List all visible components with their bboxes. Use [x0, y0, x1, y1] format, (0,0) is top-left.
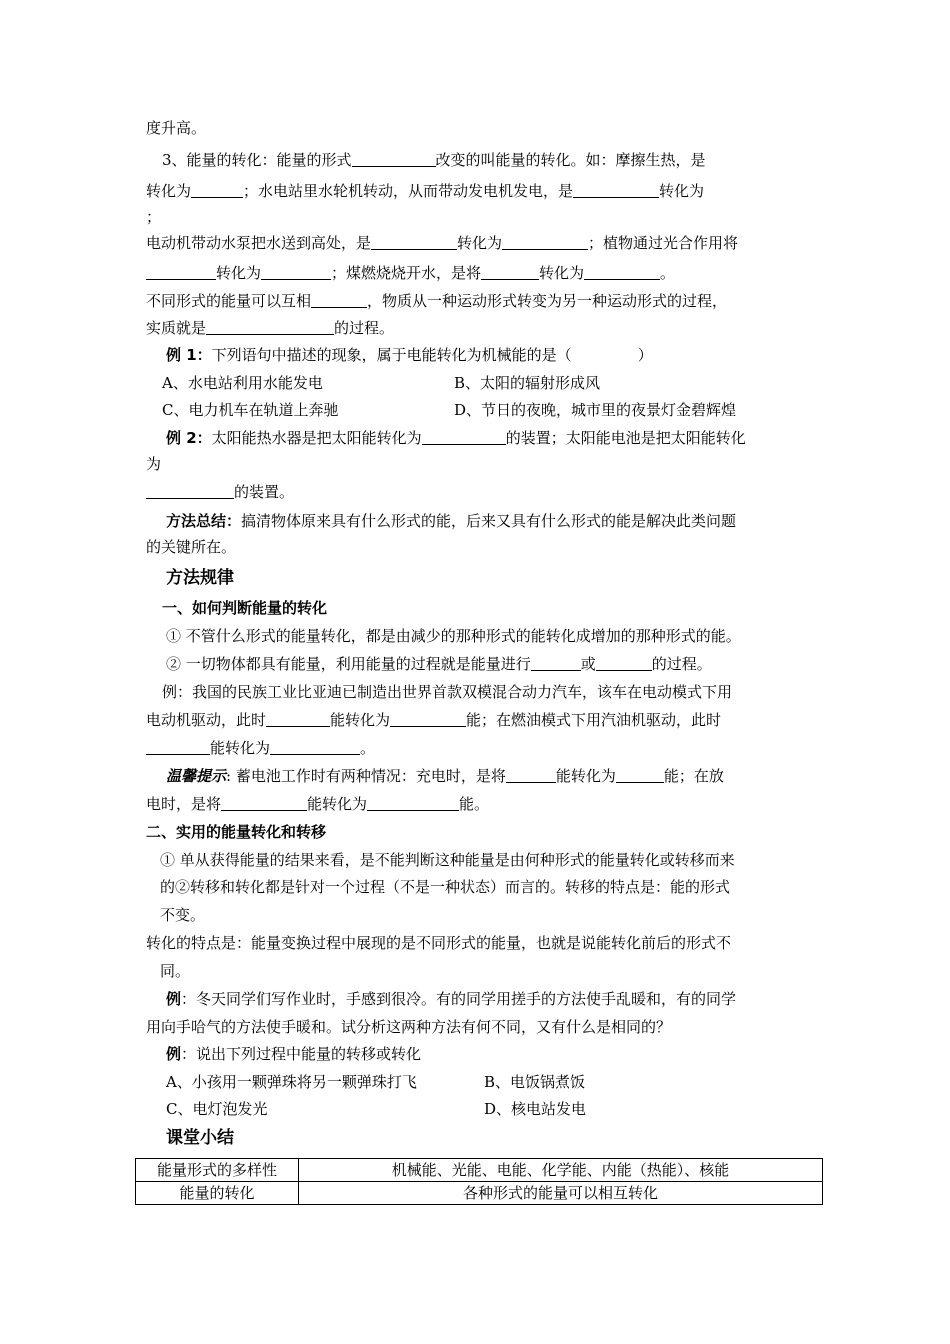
fill-blank[interactable] [616, 767, 664, 783]
text: 转化为 [146, 182, 192, 200]
heading-text: 课堂小结 [166, 1128, 234, 1148]
fill-blank[interactable] [367, 795, 459, 811]
text: 搞清物体原来具有什么形式的能，后来又具有什么形式的能是解决此类问题 [241, 512, 737, 530]
fill-blank[interactable] [531, 655, 581, 671]
text: 能转化为 [555, 767, 616, 785]
heading-text: 二、实用的能量转化和转移 [146, 823, 327, 841]
fill-blank[interactable] [481, 264, 539, 280]
text-line [160, 961, 824, 981]
text-line [146, 263, 810, 283]
text: 3、能量的转化：能量的形式 [162, 151, 352, 169]
text: 能转化为 [307, 795, 368, 813]
example-2 [166, 428, 830, 448]
text-line [146, 537, 810, 557]
text: 转化为 [539, 264, 585, 282]
table-cell-name: 能量形式的多样性 [136, 1159, 299, 1182]
fill-blank[interactable] [261, 264, 331, 280]
text: 能转化为 [210, 739, 271, 757]
fill-blank[interactable] [146, 483, 234, 499]
summary-table [135, 1158, 823, 1205]
fill-blank[interactable] [266, 711, 330, 727]
text: 能。 [459, 795, 490, 813]
choice-row [166, 1072, 830, 1092]
fill-blank[interactable] [422, 429, 506, 445]
text: 用向手哈气的方法使手暖和。试分析这两种方法有何不同，又有什么是相同的？ [146, 1018, 672, 1036]
text: 电时，是将 [146, 795, 222, 813]
text-line [146, 291, 810, 311]
text: 的关键所在。 [146, 538, 237, 556]
text-line [160, 905, 824, 925]
text: 转化的特点是：能量变换过程中展现的是不同形式的能量，也就是说能转化前后的形式不 [146, 934, 732, 952]
text: ；水电站里水轮机转动，从而带动发电机发电，是 [243, 182, 574, 200]
text: 。 [660, 264, 676, 282]
text: 改变的叫能量的转化。如：摩擦生热，是 [435, 151, 706, 169]
text-line [146, 233, 810, 253]
text-line [146, 933, 810, 953]
text: 的过程。 [334, 319, 395, 337]
fill-blank[interactable] [191, 182, 243, 198]
text: 电动机驱动，此时 [146, 711, 267, 729]
text: ① 不管什么形式的能量转化，都是由减少的那种形式的能转化成增加的那种形式的能。 [166, 627, 741, 645]
text-line [146, 482, 810, 502]
subheading-judge [162, 598, 826, 618]
choice-b[interactable]: B、电饭锅煮饭 [484, 1073, 586, 1091]
fill-blank[interactable] [311, 292, 367, 308]
text: 不同形式的能量可以互相 [146, 292, 312, 310]
text: 转化为 [216, 264, 262, 282]
text: 实质就是 [146, 319, 207, 337]
text: 为 [146, 455, 162, 473]
method-summary [166, 511, 830, 531]
table-row [136, 1159, 823, 1182]
fill-blank[interactable] [584, 264, 660, 280]
choice-row [162, 373, 826, 393]
text: ：说出下列过程中能量的转移或转化 [181, 1045, 422, 1063]
method-label: 方法总结： [166, 512, 242, 530]
example-label: 例 [166, 990, 182, 1008]
text: ① 单从获得能量的结果来看，是不能判断这种能量是由何种形式的能量转化或转移而来 [160, 851, 735, 869]
heading-text: 一、如何判断能量的转化 [162, 599, 328, 617]
tip-label: 温馨提示 [166, 767, 227, 785]
text-line [166, 626, 830, 646]
text: ； [146, 208, 162, 226]
section-heading-summary [166, 1128, 830, 1148]
text-line [146, 454, 810, 474]
example-1 [166, 345, 830, 365]
text: ，物质从一种运动形式转变为另一种运动形式的过程， [367, 292, 728, 310]
table-row [136, 1182, 823, 1205]
text-line [146, 1017, 810, 1037]
text-line [160, 877, 824, 897]
text: ② 一切物体都具有能量，利用能量的过程就是能量进行 [166, 655, 531, 673]
text: 能；在放 [663, 767, 724, 785]
text: ） [637, 346, 653, 364]
text: 转化为 [457, 234, 503, 252]
text: 能；在燃油模式下用汽油机驱动，此时 [466, 711, 722, 729]
text-line [162, 150, 826, 170]
text-line [146, 318, 810, 338]
heading-text: 方法规律 [166, 568, 234, 588]
choice-row [162, 400, 826, 420]
question-text: 下列语句中描述的现象，属于电能转化为机械能的是（ [211, 346, 572, 364]
example-label: 例 [166, 1045, 182, 1063]
table-cell-value: 机械能、光能、电能、化学能、内能（热能）、核能 [299, 1159, 823, 1182]
fill-blank[interactable] [221, 795, 307, 811]
text: 电动机带动水泵把水送到高处，是 [146, 234, 372, 252]
example-label: 例 2： [166, 429, 212, 447]
table-cell-value: 各种形式的能量可以相互转化 [299, 1182, 823, 1205]
fill-blank[interactable] [390, 711, 466, 727]
fill-blank[interactable] [502, 234, 588, 250]
subheading-practical [146, 822, 810, 842]
choice-a[interactable]: A、水电站利用水能发电 [162, 374, 323, 392]
text: ；植物通过光合作用将 [588, 234, 739, 252]
text-line [146, 794, 810, 814]
choice-c[interactable]: C、电力机车在轨道上奔驰 [162, 401, 339, 419]
tip [166, 766, 830, 786]
section-heading-method [166, 568, 830, 588]
text: 太阳能热水器是把太阳能转化为 [211, 429, 422, 447]
text: ：冬天同学们写作业时，手感到很冷。有的同学用搓手的方法使手乱暖和，有的同学 [181, 990, 737, 1008]
text: 转化为 [659, 182, 705, 200]
text-line [146, 207, 810, 227]
fill-blank[interactable] [146, 739, 210, 755]
choice-a[interactable]: A、小孩用一颗弹珠将另一颗弹珠打飞 [166, 1073, 417, 1091]
fill-blank[interactable] [206, 319, 334, 335]
text: 同。 [160, 962, 191, 980]
fill-blank[interactable] [596, 655, 652, 671]
text: 的装置。 [234, 483, 295, 501]
text: 的过程。 [651, 655, 712, 673]
text-line [146, 118, 810, 138]
fill-blank[interactable] [506, 767, 556, 783]
choice-c[interactable]: C、电灯泡发光 [166, 1100, 268, 1118]
text: 的装置；太阳能电池是把太阳能转化 [505, 429, 746, 447]
example-4 [166, 989, 830, 1009]
text: : 蓄电池工作时有两种情况：充电时，是将 [226, 767, 506, 785]
text-line [146, 738, 810, 758]
choice-d[interactable]: D、节日的夜晚，城市里的夜景灯金碧辉煌 [454, 401, 737, 419]
fill-blank[interactable] [371, 234, 457, 250]
example-5 [166, 1044, 830, 1064]
text: 度升高。 [146, 119, 207, 137]
text-line [166, 654, 830, 674]
table-cell-name: 能量的转化 [136, 1182, 299, 1205]
fill-blank[interactable] [146, 264, 216, 280]
text: 能转化为 [330, 711, 391, 729]
choice-d[interactable]: D、核电站发电 [484, 1100, 587, 1118]
text: 。 [360, 739, 376, 757]
choice-row [166, 1099, 830, 1119]
text: 例：我国的民族工业比亚迪已制造出世界首款双模混合动力汽车，该车在电动模式下用 [162, 683, 733, 701]
text: ；煤燃烧烧开水，是将 [331, 264, 482, 282]
text: 不变。 [160, 906, 206, 924]
text-line [146, 710, 810, 730]
text-line [162, 682, 826, 702]
fill-blank[interactable] [573, 182, 659, 198]
fill-blank[interactable] [270, 739, 360, 755]
text: 或 [580, 655, 596, 673]
example-label: 例 1： [166, 346, 212, 364]
text: 的②转移和转化都是针对一个过程（不是一种状态）而言的。转移的特点是：能的形式 [160, 878, 731, 896]
text-line [160, 850, 824, 870]
fill-blank[interactable] [352, 151, 436, 167]
text-line [146, 181, 810, 201]
choice-b[interactable]: B、太阳的辐射形成风 [454, 374, 601, 392]
